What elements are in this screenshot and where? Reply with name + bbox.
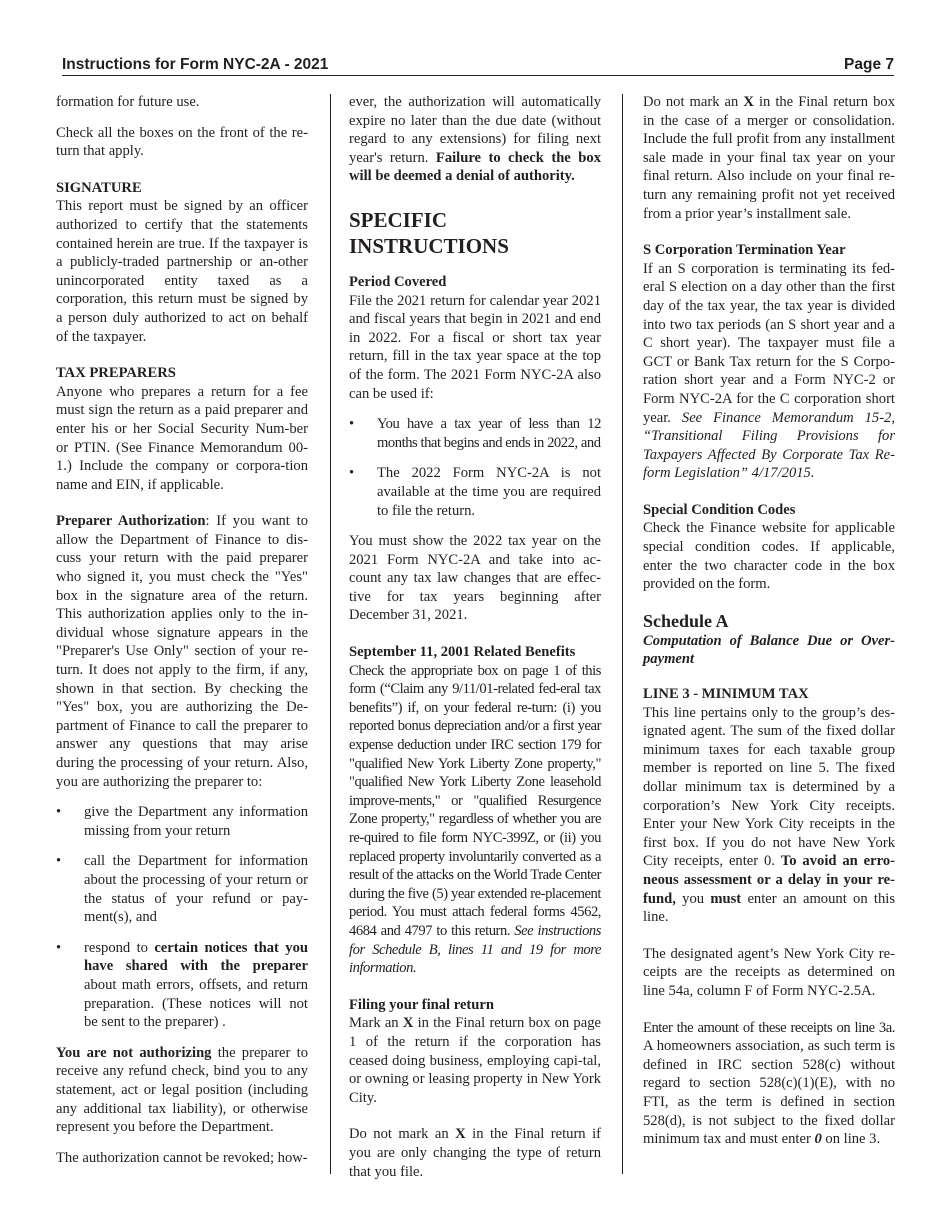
list-item: • respond to certain notices that you have shared with the preparer about math errors, offsets, and return preparation. (These notices will not be sent to the preparer) . xyxy=(56,939,308,1031)
tax-preparers-text: Anyone who prepares a return for a fee must sign the return as a paid preparer and enter his or her Social Security Num-ber or PTIN. (See Finance Memorandum 00-1.) Include the company or corpora-tion name and EIN, if applicable. xyxy=(56,383,308,493)
bullet-icon: • xyxy=(56,804,62,821)
sept-11-text: Check the appropriate box on page 1 of this form (“Claim any 9/11/01-related fed-eral tax benefits”) if, on your federal re-turn: (i) you reported bonus depreciation and/or a first year expense deduction under IRC section 179 for "qualified New York Liberty Zone property," "qualified New York Liberty Zone leasehold improve-ments," or "qualified Resurgence Zone property," regardless of whether you are re-quired to file form NYC-399Z, or (ii) you replaced property involuntarily converted as a result of the attacks on the World Trade Center during the five (5) year extended re-placement period. You must attach federal forms 4562, 4684 and 4797 to this return. See instructions for Schedule B, lines 11 and 19 for more information. xyxy=(349,662,601,977)
period-covered-text: File the 2021 return for calendar year 2021 and fiscal years that begin in 2021 and end in 2022. For a fiscal or short tax year return, fill in the tax year space at the top of the form. The 2021 Form NYC-2A also can be used if: xyxy=(349,292,601,402)
bullet-icon: • xyxy=(349,465,355,482)
final-return-heading: Filing your final return xyxy=(349,996,495,1013)
signature-heading: SIGNATURE xyxy=(56,179,142,196)
list-item: • The 2022 Form NYC-2A is not available at the time you are required to file the return. xyxy=(349,465,601,519)
tax-preparers-heading: TAX PREPARERS xyxy=(56,365,176,382)
paragraph: Check all the boxes on the front of the re-turn that apply. xyxy=(56,124,308,160)
s-corporation-text: If an S corporation is terminating its fed-eral S election on a day other than the first day of the tax year, the tax year is divided into two tax periods (an S short year and a C short year). The taxpayer must file a GCT or Bank Tax return for the S Corpo-ration short year and a Form NYC-2 or Form NYC-2A for the C corporation short year. See Finance Memorandum 15-2, “Transitional Filing Provisions for Taxpayers Affected By Corporate Tax Re-form Legislation” 4/17/2015. xyxy=(643,260,895,482)
column-divider-1 xyxy=(330,94,331,1174)
signature-text: This report must be signed by an officer authorized to certify that the statements contained herein are true. If the taxpayer is a publicly-traded partnership or an-other unincorporated entity taxed as a corporation, this return must be signed by a person duly authorized to act on behalf of the taxpayer. xyxy=(56,198,308,345)
line-3-text: This line pertains only to the group’s des-ignated agent. The sum of the fixed dollar minimum taxes for each taxable group member is reported on line 5. The fixed dollar minimum tax is determined by a corporation’s New York City receipts. Enter your New York City receipts in the first box. If you do not have New York City receipts, enter 0. To avoid an erro-neous assessment or a delay in your re-fund, you must enter an amount on this line. xyxy=(643,704,896,926)
authorization-list xyxy=(56,803,308,1032)
bullet-icon: • xyxy=(56,853,62,870)
homeowners-text: Enter the amount of these receipts on line 3a. A homeowners association, as such term is defined in IRC section 528(c) without regard to section 528(c)(1)(E), with no FTI, as the term is defined in section 528(d), is not subject to the fixed dollar minimum tax and must enter 0 on line 3. xyxy=(643,1019,895,1148)
specific-instructions-heading: SPECIFIC INSTRUCTIONS xyxy=(349,207,509,258)
paragraph: The authorization cannot be revoked; how- xyxy=(56,1149,308,1166)
tax-year-text: You must show the 2022 tax year on the 2021 Form NYC-2A and take into ac-count any tax law changes that are effec-tive for tax years beginning after December 31, 2021. xyxy=(349,533,601,624)
list-item: • give the Department any information missing from your return xyxy=(56,804,308,839)
page-header xyxy=(62,56,894,76)
line-3-heading: LINE 3 - MINIMUM TAX xyxy=(643,686,809,703)
sept-11-heading: September 11, 2001 Related Benefits xyxy=(349,644,576,661)
list-item: • You have a tax year of less than 12 months that begins and ends in 2022, and xyxy=(349,416,601,451)
final-return-text: Mark an X in the Final return box on page 1 of the return if the corporation has ceased doing business, employing capi-tal, or owning or leasing property in New York City. xyxy=(349,1015,601,1106)
paragraph: formation for future use. xyxy=(56,94,200,110)
column-1 xyxy=(56,93,308,1167)
schedule-a-subtitle: Computation of Balance Due or Over-payment xyxy=(643,632,895,668)
period-covered-heading: Period Covered xyxy=(349,273,447,290)
column-2 xyxy=(349,93,601,1181)
list-item: • call the Department for information about the processing of your return or the status of your refund or pay-ment(s), and xyxy=(56,853,308,926)
preparer-authorization-lead: Preparer Authorization xyxy=(56,513,206,530)
special-condition-heading: Special Condition Codes xyxy=(643,501,796,518)
bullet-icon: • xyxy=(349,416,355,433)
special-condition-text: Check the Finance website for applicable special condition codes. If applicable, enter the two character code in the box provided on the form. xyxy=(643,520,895,593)
header-title: Instructions for Form NYC-2A - 2021 xyxy=(62,56,329,73)
bullet-icon: • xyxy=(56,939,62,956)
preparer-authorization-text: Preparer Authorization: If you want to allow the Department of Finance to dis-cuss your return with the paid preparer who signed it, you must check the "Yes" box in the signature area of the return. This authorization applies only to the in-dividual whose signature appears in the "Preparer's Use Only" section of your re-turn. It does not apply to the firm, if any, shown in that section. By checking the "Yes" box, you are authorizing the De-partment of Finance to call the preparer to answer any questions that may arise during the processing of your return. Also, you are authorizing the preparer to: xyxy=(56,513,308,790)
page-number: Page 7 xyxy=(844,56,894,73)
designated-agent-text: The designated agent’s New York City re-ceipts are the receipts as determined on line 54a, column F of Form NYC-2.5A. xyxy=(643,945,895,999)
authorization-continued: ever, the authorization will automatically expire no later than the due date (without regard to any extensions) for filing next year's return. Failure to check the box will be deemed a denial of authority. xyxy=(349,94,601,185)
period-list xyxy=(349,415,601,520)
column-divider-2 xyxy=(622,94,623,1174)
column-3 xyxy=(643,93,895,1149)
final-return-box-text: Do not mark an X in the Final return box in the case of a merger or consolidation. Include the full profit from any installment sale made in your final tax year on your final return. Also include on your final re-turn any remaining profit not yet received from a prior year’s installment sale. xyxy=(643,94,895,222)
final-return-note: Do not mark an X in the Final return if you are only changing the type of return that you file. xyxy=(349,1126,601,1180)
not-authorizing-text: You are not authorizing the preparer to receive any refund check, bind you to any statement, act or legal position (including any additional tax liability), or otherwise represent you before the Department. xyxy=(56,1044,308,1136)
schedule-a-heading: Schedule A xyxy=(643,610,729,631)
s-corporation-heading: S Corporation Termination Year xyxy=(643,242,846,259)
